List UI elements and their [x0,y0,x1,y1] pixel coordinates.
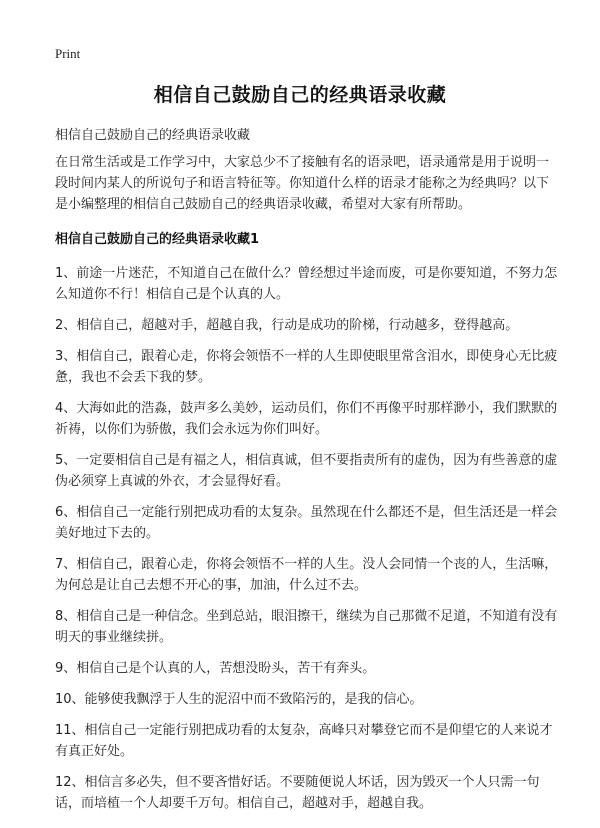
quote-item: 7、相信自己，跟着心走，你将会领悟不一样的人生。没人会同情一个丧的人，生活嘛，为何总是让自己去想不开心的事，加油，什么过不去。 [55,557,558,593]
page-subtitle: 相信自己鼓励自己的经典语录收藏 [55,128,251,143]
quote-item: 11、相信自己一定能行别把成功看的太复杂，高峰只对攀登它而不是仰望它的人来说才有真正好处。 [55,723,553,759]
article-body [55,152,560,824]
page-title: 相信自己鼓励自己的经典语录收藏 [153,84,447,106]
section-heading: 相信自己鼓励自己的经典语录收藏1 [55,232,260,247]
quote-item: 5、一定要相信自己是有福之人，相信真诚，但不要指责所有的虚伪，因为有些善意的虚伪必须穿上真诚的外衣，才会显得好看。 [55,453,558,489]
quote-item: 12、相信言多必失，但不要吝惜好话。不要随便说人坏话，因为毁灭一个人只需一句话，而培植一个人却要千万句。相信自己，超越对手，超越自我。 [55,775,540,811]
quote-item: 10、能够使我飘浮于人生的泥沼中而不致陷污的，是我的信心。 [55,692,423,707]
quote-item: 1、前途一片迷茫，不知道自己在做什么？曾经想过半途而废，可是你要知道，不努力怎么知道你不行！相信自己是个认真的人。 [55,266,558,302]
quote-item: 4、大海如此的浩淼，鼓声多么美妙，运动员们，你们不再像平时那样渺小，我们默默的祈祷，以你们为骄傲，我们会永远为你们叫好。 [55,401,558,437]
quote-item: 3、相信自己，跟着心走，你将会领悟不一样的人生即使眼里常含泪水，即使身心无比疲惫，我也不会丢下我的梦。 [55,349,558,385]
quote-item: 2、相信自己，超越对手，超越自我，行动是成功的阶梯，行动越多，登得越高。 [55,318,519,333]
quote-item: 9、相信自己是个认真的人，苦想没盼头，苦干有奔头。 [55,661,376,676]
quote-item: 6、相信自己一定能行别把成功看的太复杂。虽然现在什么都还不是，但生活还是一样会美好地过下去的。 [55,505,558,541]
intro-paragraph: 在日常生活或是工作学习中，大家总少不了接触有名的语录吧，语录通常是用于说明一段时间内某人的所说句子和语言特征等。你知道什么样的语录才能称之为经典吗？以下是小编整理的相信自己鼓励自己的经典语录收藏，希望对大家有所帮助。 [55,155,550,212]
print-link[interactable]: Print [55,46,81,61]
quote-item: 8、相信自己是一种信念。坐到总站，眼泪擦干，继续为自己那微不足道，不知道有没有明天的事业继续拼。 [55,609,558,645]
